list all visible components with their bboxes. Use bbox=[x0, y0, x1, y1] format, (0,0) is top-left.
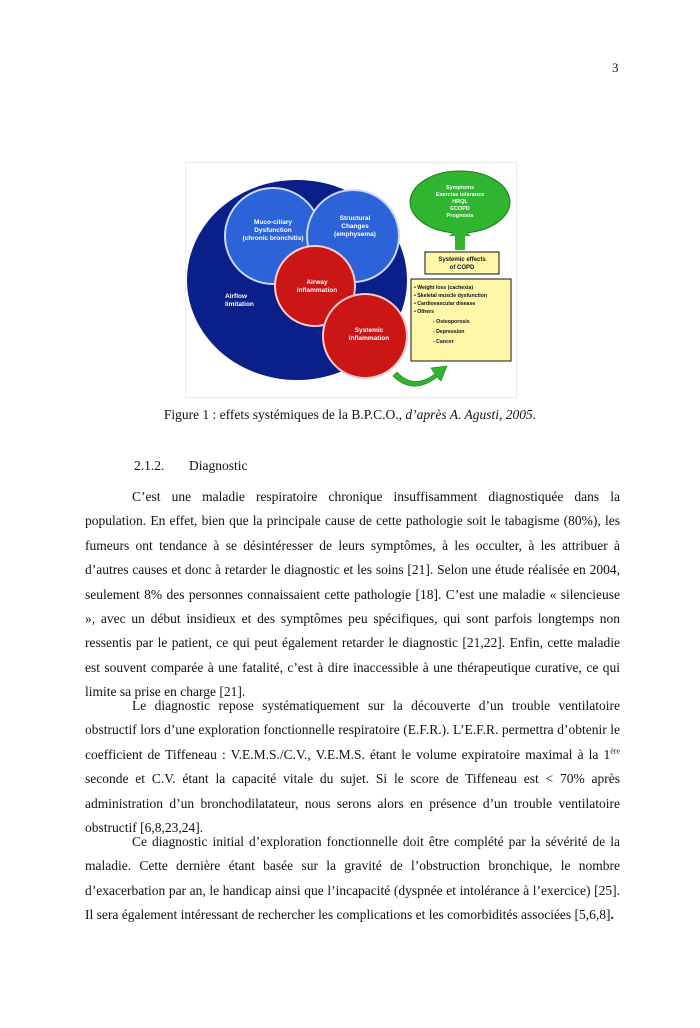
structural-label-3: (emphysema) bbox=[334, 231, 376, 238]
effect-3: • Cardiovascular disease bbox=[414, 301, 476, 307]
copd-figure bbox=[185, 162, 517, 398]
section-heading bbox=[134, 458, 248, 474]
structural-label-1: Structural bbox=[339, 215, 371, 222]
airflow-label-1: Airflow bbox=[225, 293, 248, 300]
symptoms-line-4: ECOPD bbox=[450, 206, 470, 212]
airway-label-2: inflammation bbox=[296, 287, 338, 294]
paragraph-1 bbox=[85, 485, 620, 705]
structural-label-2: Changes bbox=[341, 223, 369, 230]
superscript-ere: ère bbox=[610, 746, 620, 756]
effects-title-1: Systemic effects bbox=[438, 257, 486, 263]
systemic-label-2: inflammation bbox=[348, 335, 390, 342]
airway-label-1: Airway bbox=[306, 279, 328, 286]
symptoms-line-5: Prognosis bbox=[446, 213, 474, 219]
paragraph-3-text: Ce diagnostic initial d’exploration fonctionnelle doit être complété par la sévérité de la maladie. Cette dernière étant basée sur la gravité de l’obstruction bronchique, le nombre d’exacerbation par an, le handicap ainsi que l’incapacité (dyspnée et intolérance à l’exercice) [25]. Il sera également intéressant de rechercher les complications et les comorbidités associées [5,6,8] bbox=[85, 834, 620, 923]
paragraph-3 bbox=[85, 830, 620, 928]
paragraph-2-text-b: seconde et C.V. étant la capacité vitale du sujet. Si le score de Tiffeneau est < 70% après administration d’un bronchodilatateur, nous serons alors en présence d’un trouble ventilatoire obstructif [6,8,23,24]. bbox=[85, 771, 620, 836]
paragraph-3-end: . bbox=[610, 907, 614, 923]
effect-1: • Weight loss (cachexia) bbox=[414, 285, 474, 291]
page-number: 3 bbox=[612, 60, 619, 75]
section-number: 2.1.2. bbox=[134, 458, 165, 473]
figure-caption bbox=[0, 407, 700, 423]
paragraph-1-text: C’est une maladie respiratoire chronique insuffisamment diagnostiquée dans la population. En effet, bien que la principale cause de cette pathologie soit le tabagisme (80%), les fumeurs ont tendance à se désintéresser de leurs symptômes, à les occulter, à les attribuer à d’autres causes et donc à retarder le diagnostic et les soins [21]. Selon une étude réalisée en 2004, seulement 8% des personnes connaissaient cette pathologie [18]. C’est une maladie « silencieuse », avec un début insidieux et des symptômes peu spécifiques, qui sont parfois longtemps non ressentis par le patient, ce qui peut également retarder le diagnostic [21,22]. Enfin, cette maladie est souvent comparée à une fatalité, c’est à dire inaccessible à une thérapeutique curative, ce qui limite sa prise en charge [21]. bbox=[85, 489, 620, 700]
caption-text: Figure 1 : effets systémiques de la B.P.C.O., bbox=[163, 407, 406, 422]
muco-label-1: Muco-ciliary bbox=[254, 219, 292, 226]
other-3: - Cancer bbox=[433, 339, 454, 345]
muco-label-3: (chronic bronchitis) bbox=[242, 235, 304, 242]
caption-citation: d’après A. Agusti, 2005. bbox=[405, 407, 537, 422]
systemic-label-1: Systemic bbox=[354, 327, 384, 334]
muco-label-2: Dysfunction bbox=[254, 227, 292, 234]
paragraph-2-text-a: Le diagnostic repose systématiquement sur la découverte d’un trouble ventilatoire obstructif lors d’une exploration fonctionnelle respiratoire (E.F.R.). L’E.F.R. permettra d’obtenir le coefficient de Tiffeneau : V.E.M.S./C.V., V.E.M.S. étant le volume expiratoire maximal à la 1 bbox=[85, 698, 620, 762]
section-title: Diagnostic bbox=[189, 458, 248, 473]
symptoms-line-2: Exercise tolerance bbox=[435, 192, 485, 198]
effect-4: • Others bbox=[414, 309, 434, 315]
symptoms-line-1: Symptoms bbox=[445, 185, 475, 191]
effects-title-2: of COPD bbox=[449, 265, 475, 271]
airflow-label-2: limitation bbox=[225, 301, 254, 308]
effect-2: • Skeletal muscle dysfunction bbox=[414, 293, 488, 299]
other-2: - Depression bbox=[433, 329, 465, 335]
other-1: - Osteoporosis bbox=[433, 319, 470, 325]
paragraph-2 bbox=[85, 694, 620, 840]
symptoms-line-3: HRQL bbox=[452, 199, 468, 205]
